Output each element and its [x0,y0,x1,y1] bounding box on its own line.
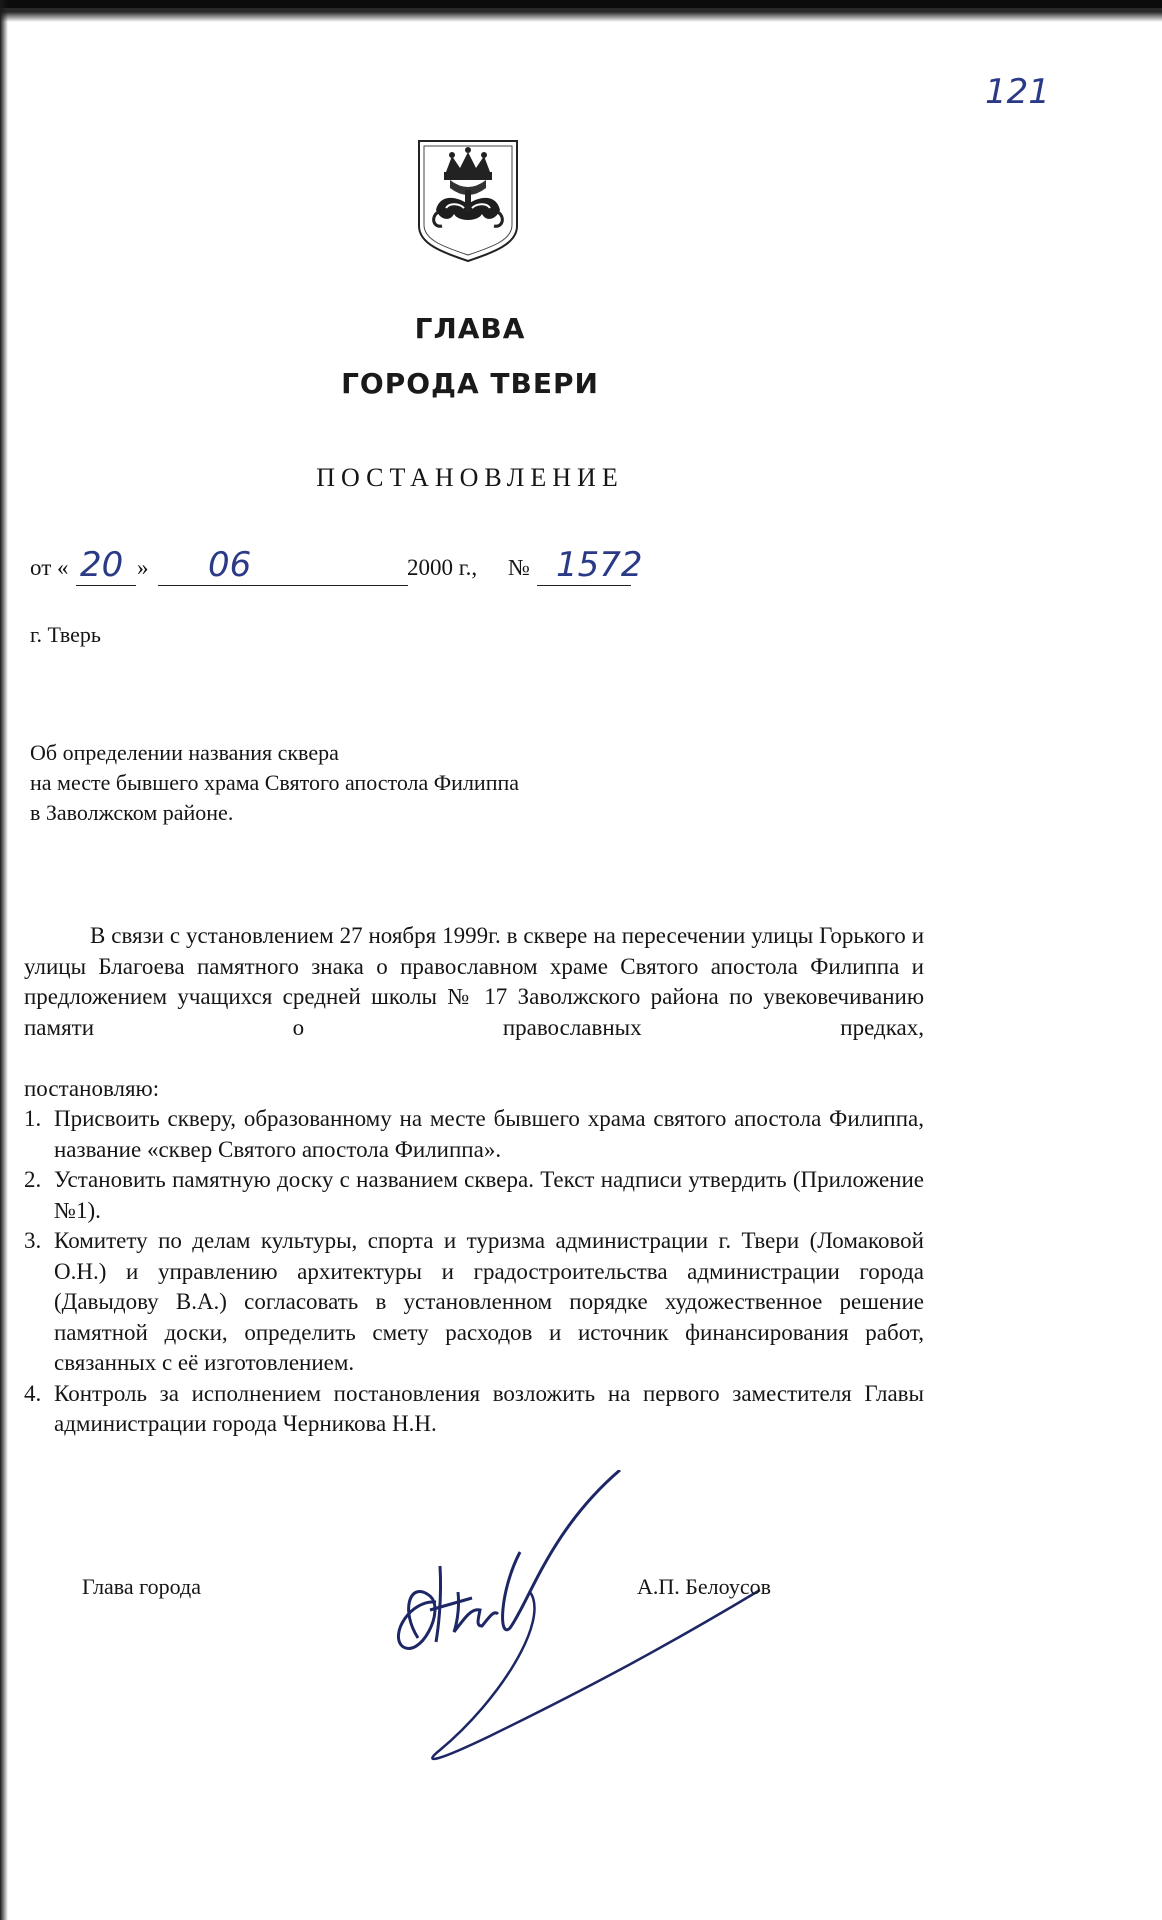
handwritten-month: 06 [208,545,252,585]
date-quote-close: » [137,555,149,580]
item-number: 4. [24,1380,42,1406]
item-number: 2. [24,1167,42,1192]
decree-item [24,1104,924,1165]
item-text: Контроль за исполнением постановления возложить на первого заместителя Главы администрации города Черникова Н.Н. [54,1380,924,1436]
folio-number-text: 121 [985,72,1050,112]
item-text: Установить памятную доску с названием сквера. Текст надписи утвердить (Приложение №1). [54,1167,924,1223]
decree-item [24,1379,924,1440]
item-text: Присвоить скверу, образованному на месте бывшего храма святого апостола Филиппа, название «сквер Святого апостола Филиппа». [54,1106,924,1162]
preamble-paragraph: В связи с установлением 27 ноября 1999г. в сквере на пересечении улицы Горького и улицы Благоева памятного знака о православном храме Святого апостола Филиппа и предложением учащихся средней школы № 17 Заволжского района по увековечиванию памяти о православных предках, [24,923,924,1040]
scan-border-top [0,0,1162,22]
place-of-issue: г. Тверь [30,622,101,647]
item-text: Комитету по делам культуры, спорта и туризма администрации г. Твери (Ломаковой О.Н.) и управлению архитектуры и градостроительства администрации города (Давыдову В.А.) согласовать в установленном порядке художественное решение памятной доски, определить смету расходов и источник финансирования работ, связанных с её изготовлением. [54,1228,924,1375]
heading-line-1: ГЛАВА [414,312,526,345]
handwritten-signature-icon [380,1470,800,1770]
subject-line: в Заволжском районе. [30,800,234,825]
decree-items [24,1104,924,1440]
heading-line-2: ГОРОДА ТВЕРИ [341,367,599,400]
subject-line: Об определении названия сквера [30,740,339,765]
coat-of-arms-icon [416,138,520,264]
item-number: 3. [24,1228,42,1253]
subject-line: на месте бывшего храма Святого апостола Филиппа [30,770,520,795]
decree-item [24,1165,924,1226]
date-line [30,545,730,595]
subject-block [30,738,519,828]
item-number: 1. [24,1106,42,1131]
month-underline [158,555,408,586]
handwritten-folio-number [985,72,1050,112]
signatory-name: А.П. Белоусов [637,1574,771,1599]
date-prefix: от « [30,555,69,580]
signatory-title: Глава города [82,1574,201,1599]
scan-border-left [0,0,8,1920]
handwritten-number: 1572 [556,545,643,585]
decree-item [24,1226,924,1379]
handwritten-day: 20 [80,545,124,585]
number-label: № [508,555,530,580]
document-type: ПОСТАНОВЛЕНИЕ [316,463,624,492]
decree-body [24,921,924,1440]
decree-word: постановляю: [24,1075,160,1101]
date-year: 2000 г., [407,555,478,580]
